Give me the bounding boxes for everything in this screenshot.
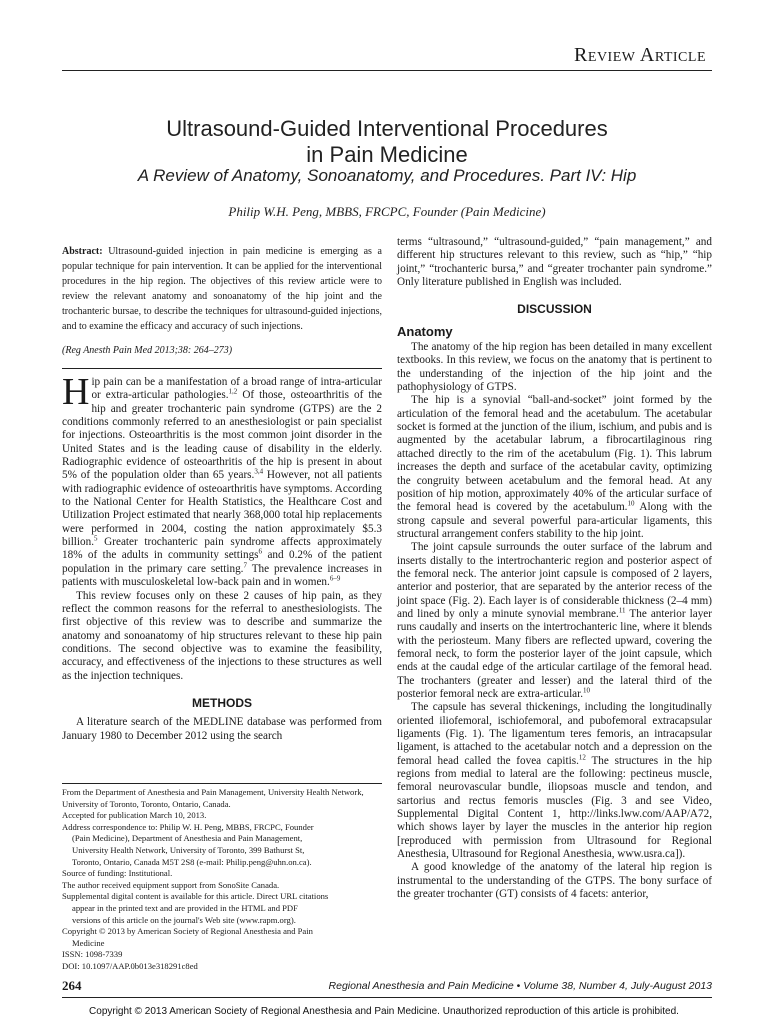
page-number: 264 — [62, 978, 82, 993]
footnote-line: appear in the printed text and are provided in the HTML and PDF — [72, 902, 298, 913]
footnote-line: (Pain Medicine), Department of Anesthesia and Pain Management, — [72, 833, 303, 844]
intro-paragraph-1: Hip pain can be a manifestation of a broad range of intra-articular or extra-articular pathologies.$^{1,2}$ Of those, osteoarthritis of the hip and greater trochanteric pain syndrome (GTPS) are the 2 conditions commonly referred to an anesthesiologist or pain specialist for injections. Osteoarthritis is the most common joint disorder in the United States and is the leading cause of disability in the elderly. Radiographic evidence of osteoarthritis of the hip is present in about 5% of the population older than 65 years.$^{3,4}$ However, not all patients with radiographic evidence of osteoarthritis have symptoms. According to the National Center for Health Statistics, the Healthcare Cost and Utilization Project estimated that nearly 368,000 total hip replacements were performed in 2004, costing the nation approximately $5.3 billion.$^5$ Greater trochanteric pain syndrome affects approximately 18% of the adults in community settings$^6$ and 0.2% of the patient population in the primary care setting.$^7$ The prevalence increases in patients with musculoskeletal low-back pain and in women.$^{6-9}$ — [62, 371, 383, 589]
footnote-line: DOI: 10.1097/AAP.0b013e318291c8ed — [62, 960, 198, 971]
anatomy-paragraph-5: A good knowledge of the anatomy of the lateral hip region is instrumental to the understanding of the GTPS. The bony surface of the greater trochanter (GT) consists of 4 facets: anterior, — [397, 861, 712, 901]
footnote-line: From the Department of Anesthesia and Pain Management, University Health Network, University of Toronto, Toronto, Ontario, Canada. — [62, 787, 364, 809]
article-title: Ultrasound-Guided Interventional Procedures in Pain Medicine — [166, 116, 608, 167]
anatomy-paragraph-2: The hip is a synovial “ball-and-socket” joint formed by the articulation of the femoral head and the acetabulum. The acetabular socket is formed at the junction of the ilium, ischium, and pubis and is augmented by the acetabular labrum, a fibrocartilaginous ring attached directly to the rim of the acetabulum (Fig. 1). This labrum increases the depth and surface of the acetabular cavity, optimizing the congruity between acetabulum and the femoral head. At any position of hip motion, approximately 40% of the articular surface of the femoral head is covered by the acetabulum.$^{10}$ Along with the strong capsule and several powerful para-articular ligaments, this structural arrangement confers stability to the hip joint. — [397, 394, 712, 540]
methods-paragraph: A literature search of the MEDLINE database was performed from January 1980 to December 2012 using the search — [62, 716, 382, 742]
footnote-line: University Health Network, University of Toronto, 399 Bathurst St, — [72, 844, 305, 855]
footnote-line: Source of funding: Institutional. — [62, 868, 173, 879]
anatomy-paragraph-4: The capsule has several thickenings, including the longitudinally oriented iliofemoral, ischiofemoral, and pubofemoral extracapsular ligaments (Fig. 1). The ligamentum teres femoris, an intracapsular ligament, is attached to the acetabular notch and a depression on the femoral head called the fovea capitis.$^{12}$ The structures in the hip regions from medial to lateral are the following: pectineus muscle, femoral neurovascular bundle, iliopsoas muscle and tendon, and sartorius and rectus femoris muscles (Fig. 3 and see Video, Supplemental Digital Content 1, http://links.lww.com/AAP/A72, which shows layer by layer the muscles in the anterior hip region [reproduced with permission from Ultrasound for Regional Anesthesia, Ultrasound for Regional Anesthesia, www.usra.ca]). — [397, 701, 712, 861]
footnote-line: Copyright © 2013 by American Society of Regional Anesthesia and Pain — [62, 926, 313, 937]
anatomy-paragraph-3: The joint capsule surrounds the outer surface of the labrum and inserts distally to the intertrochanteric region and posterior aspect of the femoral neck. The anterior joint capsule is composed of 2 layers, anterior and posterior, that are separated by the anterior recess of the joint space (Fig. 2). Each layer is of considerable thickness (2–4 mm) and lined by only a minute synovial membrane.$^{11}$ The anterior layer runs caudally and inserts on the intertrochanteric line, where it blends with the periosteum. Many fibers are reflected upward, covering the femoral neck, to form the posterior layer of the joint capsule, which ends at the caudal edge of the articular cartilage of the femoral head. The trochanters (greater and lesser) and the lateral third of the posterior femoral neck are extra-articular.$^{10}$ — [397, 541, 713, 700]
footnote-line: Supplemental digital content is available for this article. Direct URL citations — [62, 891, 329, 902]
drop-cap: H — [62, 371, 90, 413]
left-column — [62, 371, 383, 743]
abstract-rule — [62, 368, 382, 369]
footnote-rule — [62, 783, 382, 784]
footnotes — [62, 787, 382, 973]
footnote-line: The author received equipment support from SonoSite Canada. — [62, 879, 280, 890]
discussion-heading: DISCUSSION — [517, 302, 592, 317]
article-authors: Philip W.H. Peng, MBBS, FRCPC, Founder (Pain Medicine) — [228, 204, 546, 219]
journal-footer: Regional Anesthesia and Pain Medicine • Volume 38, Number 4, July-August 2013 — [328, 980, 712, 992]
footnote-line: ISSN: 1098-7339 — [62, 949, 123, 960]
anatomy-paragraph-1: The anatomy of the hip region has been detailed in many excellent textbooks. In this review, we focus on the anatomy that is pertinent to the understanding of the injection of the hip joint and the pathophysiology of GTPS. — [397, 341, 712, 394]
abstract-text: Ultrasound-guided injection in pain medicine is emerging as a popular technique for pain intervention. It can be applied for the interventional procedures in the hip region. The objectives of this review article were to review the relevant anatomy and sonoanatomy of the hip joint and the trochanteric bursae, to describe the techniques for ultrasound-guided injections, and to examine the efficacy and accuracy of such injections. — [62, 246, 382, 332]
search-terms-paragraph: terms “ultrasound,” “ultrasound-guided,” “pain management,” and different hip structures relevant to this review, such as “hip,” “hip joint,” “trochanteric bursa,” and “greater trochanter pain syndrome.” Only literature published in English was included. — [397, 236, 712, 289]
right-column — [397, 236, 712, 902]
intro-paragraph-2: This review focuses only on these 2 causes of hip pain, as they reflect the common reasons for the referral to anesthesiologists. The first objective of this review was to describe and summarize the anatomy and sonoanatomy of hip structures relevant to these hip pain conditions. The second objective was to examine the feasibility, accuracy, and effectiveness of the injections to these structures as well as the injection techniques. — [62, 589, 382, 682]
copyright-notice: Copyright © 2013 American Society of Regional Anesthesia and Pain Medicine. Unauthorized reproduction of this article is prohibited. — [89, 1006, 679, 1017]
footnote-line: versions of this article on the journal's Web site (www.rapm.org). — [72, 914, 296, 925]
footnote-line: Toronto, Ontario, Canada M5T 2S8 (e-mail: Philip.peng@uhn.on.ca). — [72, 856, 312, 867]
citation: (Reg Anesth Pain Med 2013;38: 264–273) — [62, 345, 233, 356]
abstract — [62, 244, 382, 334]
abstract-label: Abstract: — [62, 246, 103, 257]
methods-heading: METHODS — [192, 695, 252, 710]
footnote-line: Medicine — [72, 937, 105, 948]
header-rule — [62, 70, 712, 71]
article-subtitle: A Review of Anatomy, Sonoanatomy, and Procedures. Part IV: Hip — [137, 166, 637, 185]
footer-rule — [62, 997, 712, 998]
section-type-label: REVIEW ARTICLE — [574, 44, 706, 66]
anatomy-heading: Anatomy — [397, 323, 453, 339]
footnote-line: Address correspondence to: Philip W. H. Peng, MBBS, FRCPC, Founder — [62, 821, 314, 832]
footnote-line: Accepted for publication March 10, 2013. — [62, 810, 207, 821]
